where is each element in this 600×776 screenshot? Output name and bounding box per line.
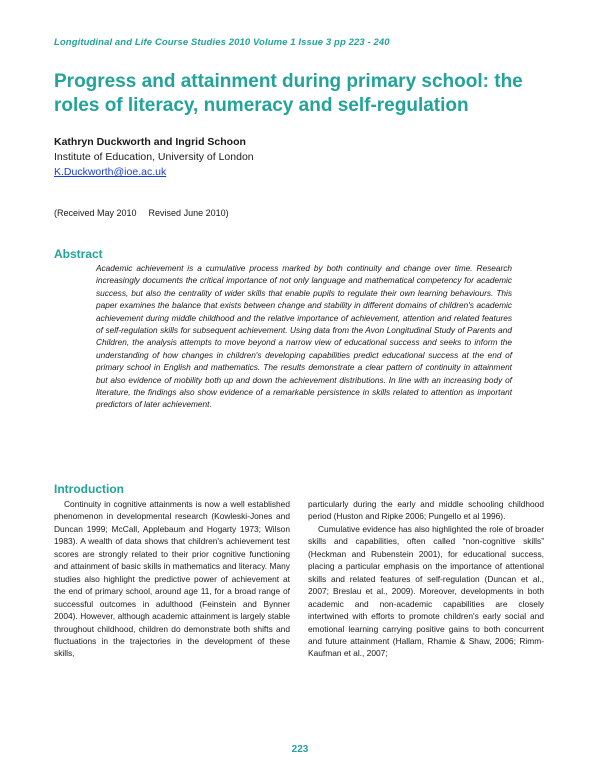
abstract-heading: Abstract (54, 247, 103, 261)
received-date: (Received May 2010 (54, 208, 137, 218)
abstract-text: Academic achievement is a cumulative process marked by both continuity and change over time. Research increasingly documents the critical importance of not only language and mathematical competency for academic success, but also the centrality of wider skills that enable pupils to regulate their own learning behaviours. This paper examines the balance that exists between change and stability in different domains of children's academic achievement during middle childhood and the relative importance of achievement, attention and related features of self-regulation skills for subsequent achievement. Using data from the Avon Longitudinal Study of Parents and Children, the analysis attempts to move beyond a narrow view of educational success and seeks to inform the understanding of how changes in children's developing capabilities predict educational success at the end of primary school in English and mathematics. The results demonstrate a clear pattern of continuity in attainment but also evidence of mobility both up and down the achievement distributions. In line with an increasing body of literature, the findings also show evidence of a remarkable persistence in skills related to attention as important predictors of later achievement. (96, 263, 512, 410)
revised-date: Revised June 2010) (148, 208, 229, 218)
body-column-right (308, 498, 544, 660)
article-title: Progress and attainment during primary school: the roles of literacy, numeracy and self-regulation (54, 71, 523, 116)
author-affiliation: Institute of Education, University of London (54, 151, 254, 163)
author-email-link[interactable]: K.Duckworth@ioe.ac.uk (54, 166, 167, 178)
page-number: 223 (291, 744, 309, 755)
body-column-left (54, 498, 290, 660)
intro-paragraph-1: Continuity in cognitive attainments is now a well established phenomenon in developmental research (Kowleski-Jones and Duncan 1999; McCall, Applebaum and Hogarty 1973; Wilson 1983). A wealth of data shows that children's achievement test scores are strongly related to their prior cognitive functioning and attainment of basic skills in mathematics and literacy. Many studies also highlight the predictive power of achievement at the end of primary school, around age 11, for a broad range of successful outcomes in adulthood (Feinstein and Bynner 2004). However, although academic attainment is largely stable throughout childhood, children do demonstrate both shifts and fluctuations in the trajectories in the development of these skills, (54, 499, 290, 659)
introduction-heading: Introduction (54, 482, 124, 496)
journal-citation: Longitudinal and Life Course Studies 2010 Volume 1 Issue 3 pp 223 - 240 (54, 37, 390, 48)
intro-paragraph-1-continued: particularly during the early and middle schooling childhood period (Huston and Ripke 2006; Pungello et al 1996). (308, 499, 544, 522)
intro-paragraph-2: Cumulative evidence has also highlighted the role of broader skills and capabilities, often called “non-cognitive skills” (Heckman and Rubenstein 2001), for educational success, placing a particular emphasis on the importance of attentional skills and related features of self-regulation (Duncan et al., 2007; Breslau et al., 2009). Moreover, developments in both academic and non-academic capabilities are closely intertwined with efforts to promote children's early social and emotional learning carrying positive gains to both concurrent and future attainment (Hallam, Rhamie & Shaw, 2006; Rimm-Kaufman et al., 2007; (308, 523, 544, 659)
article-authors: Kathryn Duckworth and Ingrid Schoon (54, 136, 246, 148)
received-dates (54, 208, 229, 218)
